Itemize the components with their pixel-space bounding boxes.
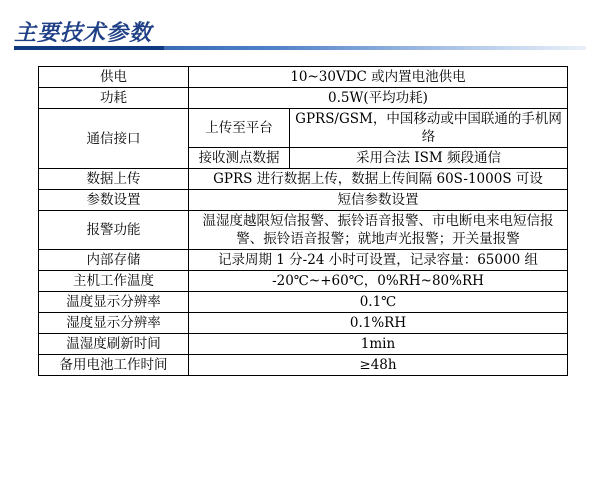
row-value: 1min	[189, 334, 568, 355]
row-value: 0.1%RH	[189, 313, 568, 334]
table-row	[39, 88, 568, 109]
section-header	[0, 0, 600, 62]
row-label: 湿度显示分辨率	[39, 313, 189, 334]
table-row	[39, 211, 568, 250]
row-value: -20℃~+60℃，0%RH~80%RH	[189, 271, 568, 292]
table-row	[39, 271, 568, 292]
row-value: 10~30VDC 或内置电池供电	[189, 67, 568, 88]
sub-row-label: 上传至平台	[189, 109, 290, 148]
table-row	[39, 313, 568, 334]
section-title: 主要技术参数	[14, 21, 153, 46]
row-label: 功耗	[39, 88, 189, 109]
row-label: 参数设置	[39, 190, 189, 211]
title-underline-accent	[14, 46, 164, 50]
row-value: 短信参数设置	[189, 190, 568, 211]
table-row	[39, 190, 568, 211]
row-value: 采用合法 ISM 频段通信	[290, 148, 568, 169]
row-label: 通信接口	[39, 109, 189, 169]
row-value: 记录周期 1 分-24 小时可设置，记录容量：65000 组	[189, 250, 568, 271]
row-value: GPRS 进行数据上传，数据上传间隔 60S-1000S 可设	[189, 169, 568, 190]
table-row	[39, 67, 568, 88]
row-value: 0.5W(平均功耗)	[189, 88, 568, 109]
table-row	[39, 109, 568, 148]
row-label: 报警功能	[39, 211, 189, 250]
sub-row-label: 接收测点数据	[189, 148, 290, 169]
table-row	[39, 169, 568, 190]
row-label: 数据上传	[39, 169, 189, 190]
table-row	[39, 292, 568, 313]
table-row	[39, 334, 568, 355]
row-value: 温湿度越限短信报警、振铃语音报警、市电断电来电短信报警、振铃语音报警；就地声光报警；开关量报警	[189, 211, 568, 250]
row-label: 温湿度刷新时间	[39, 334, 189, 355]
row-value: GPRS/GSM，中国移动或中国联通的手机网络	[290, 109, 568, 148]
row-label: 内部存储	[39, 250, 189, 271]
row-label: 供电	[39, 67, 189, 88]
row-value: ≥48h	[189, 355, 568, 376]
table-row	[39, 250, 568, 271]
row-value: 0.1℃	[189, 292, 568, 313]
row-label: 主机工作温度	[39, 271, 189, 292]
row-label: 温度显示分辨率	[39, 292, 189, 313]
row-label: 备用电池工作时间	[39, 355, 189, 376]
spec-table	[38, 66, 568, 376]
table-row	[39, 355, 568, 376]
